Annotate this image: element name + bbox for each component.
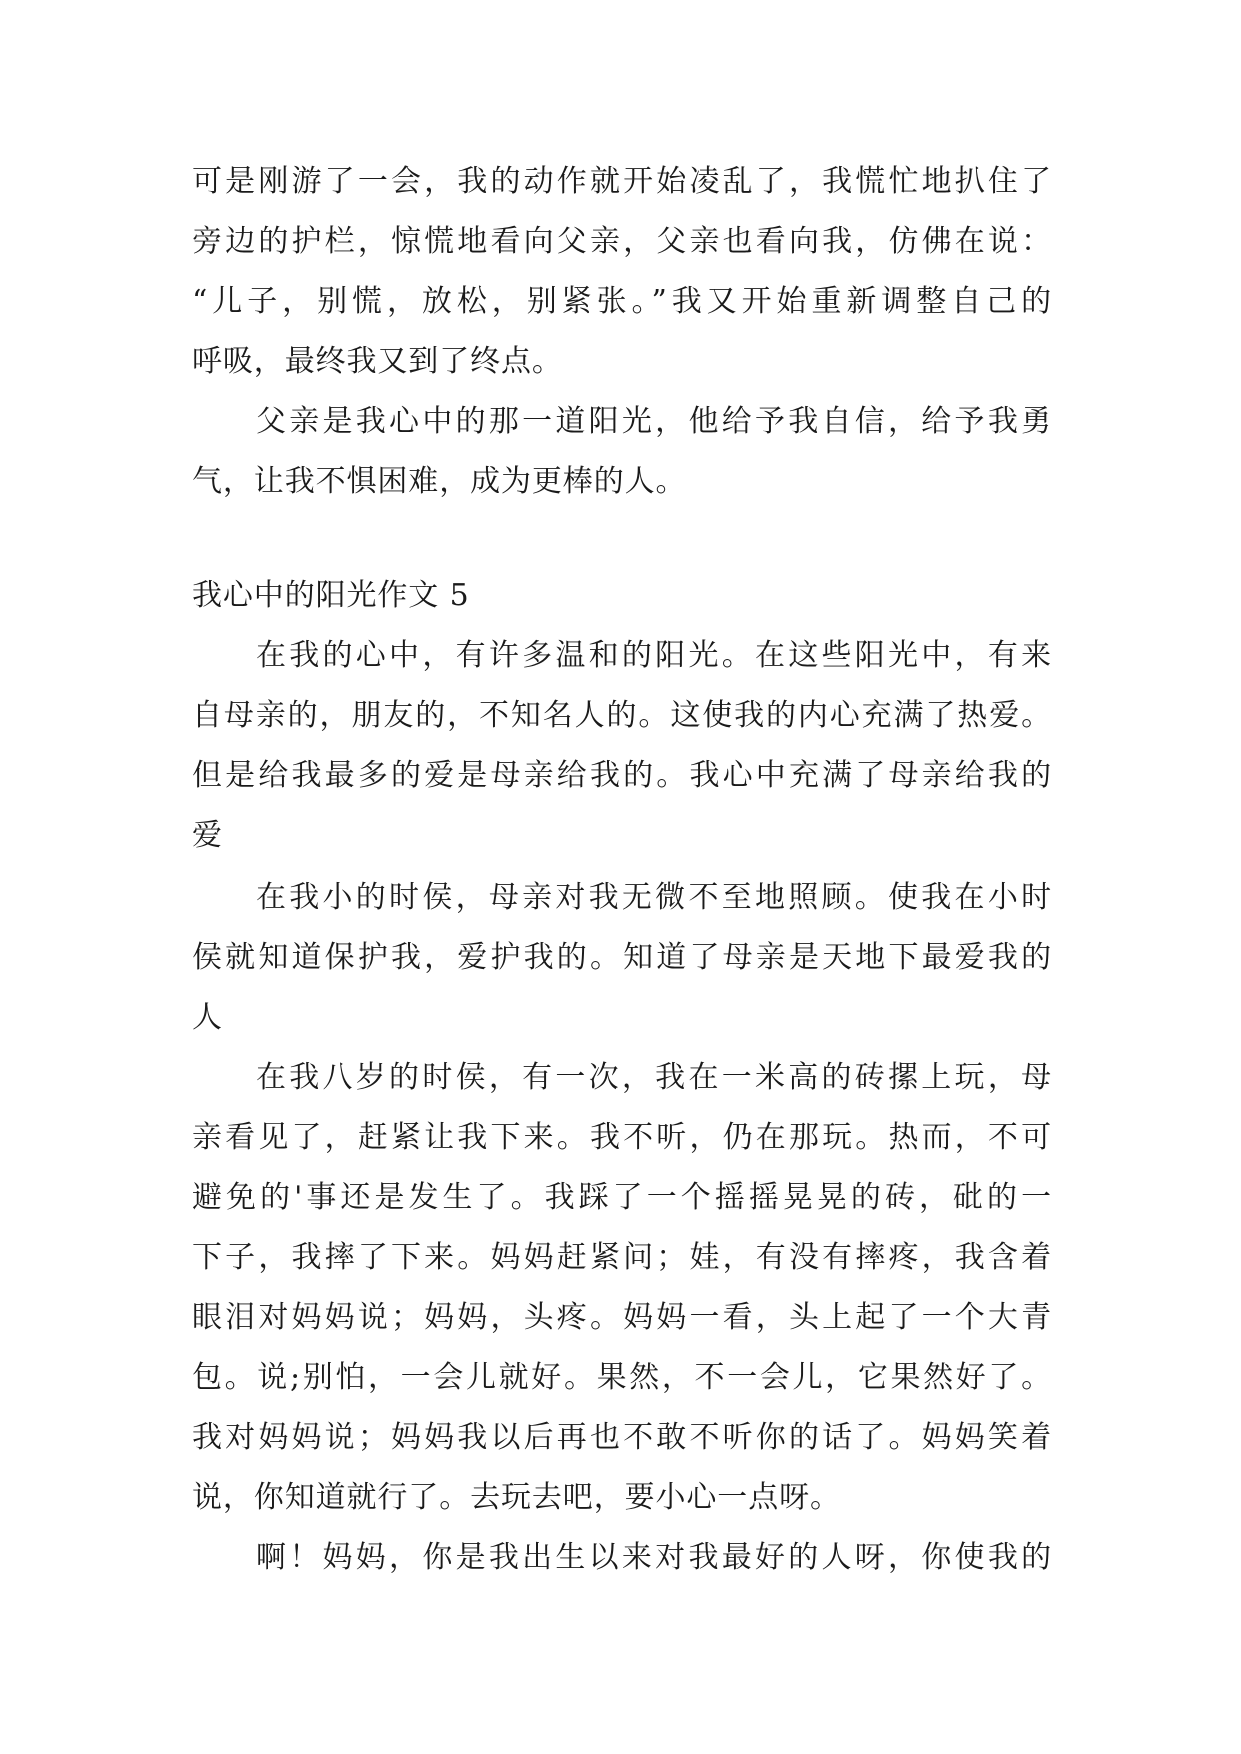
paragraph-line: 啊！妈妈，你是我出生以来对我最好的人呀，你使我的 bbox=[256, 1540, 1052, 1575]
section-heading: 我心中的阳光作文 5 bbox=[192, 578, 470, 613]
paragraph-line: 说，你知道就行了。去玩去吧，要小心一点呀。 bbox=[192, 1480, 841, 1515]
paragraph-line: 避免的'事还是发生了。我踩了一个摇摇晃晃的砖，砒的一 bbox=[192, 1180, 1052, 1215]
paragraph-line: 在我小的时侯，母亲对我无微不至地照顾。使我在小时 bbox=[256, 880, 1052, 915]
paragraph-line: 气，让我不惧困难，成为更棒的人。 bbox=[192, 464, 687, 499]
paragraph-line: 自母亲的，朋友的，不知名人的。这使我的内心充满了热爱。 bbox=[192, 698, 1052, 733]
paragraph-line: 人 bbox=[192, 1000, 223, 1035]
paragraph-line: 侯就知道保护我，爱护我的。知道了母亲是天地下最爱我的 bbox=[192, 940, 1052, 975]
paragraph-line: 旁边的护栏，惊慌地看向父亲，父亲也看向我，仿佛在说： bbox=[192, 224, 1052, 259]
paragraph-line: 下子，我摔了下来。妈妈赶紧问；娃，有没有摔疼，我含着 bbox=[192, 1240, 1052, 1275]
paragraph-line: 在我的心中，有许多温和的阳光。在这些阳光中，有来 bbox=[256, 638, 1052, 673]
paragraph-line: 父亲是我心中的那一道阳光，他给予我自信，给予我勇 bbox=[256, 404, 1052, 439]
paragraph-line: 在我八岁的时侯，有一次，我在一米高的砖摞上玩，母 bbox=[256, 1060, 1052, 1095]
paragraph-line: 眼泪对妈妈说；妈妈，头疼。妈妈一看，头上起了一个大青 bbox=[192, 1300, 1052, 1335]
paragraph-line: 我对妈妈说；妈妈我以后再也不敢不听你的话了。妈妈笑着 bbox=[192, 1420, 1052, 1455]
paragraph-line: 爱 bbox=[192, 818, 223, 853]
paragraph-line: “儿子，别慌，放松，别紧张。”我又开始重新调整自己的 bbox=[192, 284, 1052, 319]
paragraph-line: 包。说;别怕，一会儿就好。果然，不一会儿，它果然好了。 bbox=[192, 1360, 1052, 1395]
paragraph-line: 但是给我最多的爱是母亲给我的。我心中充满了母亲给我的 bbox=[192, 758, 1052, 793]
paragraph-line: 可是刚游了一会，我的动作就开始凌乱了，我慌忙地扒住了 bbox=[192, 164, 1052, 199]
paragraph-line: 呼吸，最终我又到了终点。 bbox=[192, 344, 563, 379]
paragraph-line: 亲看见了，赶紧让我下来。我不听，仍在那玩。热而，不可 bbox=[192, 1120, 1052, 1155]
